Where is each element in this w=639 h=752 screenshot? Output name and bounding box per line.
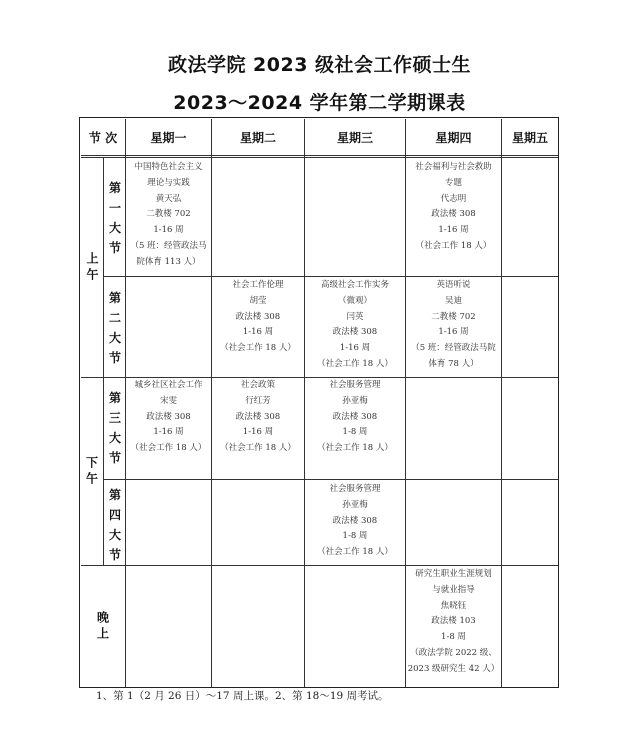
- course-line: 政法楼 308: [146, 411, 191, 422]
- footnote: 1、第 1（2 月 26 日）～17 周上课。2、第 18～19 周考试。: [96, 690, 389, 702]
- slot-first: [104, 178, 126, 258]
- course-line: 宋雯: [159, 395, 177, 406]
- slot-char: 一: [108, 201, 121, 215]
- slot-char: 第: [108, 181, 121, 195]
- section-morning-label: 上午: [85, 251, 99, 284]
- course-tue-slot3: [212, 378, 304, 457]
- course-line: 二教楼 702: [431, 311, 476, 322]
- course-line: 1-8 周: [342, 531, 368, 542]
- slot-char: 节: [108, 351, 121, 365]
- course-line: 专题: [444, 177, 462, 188]
- slot-char: 节: [108, 548, 121, 562]
- course-line: 1-16 周: [153, 225, 184, 236]
- course-line: 2023 级研究生 42 人）: [407, 663, 500, 674]
- course-line: 1-16 周: [242, 427, 274, 438]
- slot-third: [104, 388, 126, 468]
- course-line: 1-8 周: [342, 427, 368, 438]
- column-rule: [501, 119, 502, 687]
- slot-char: 大: [108, 221, 121, 235]
- course-line: 城乡社区社会工作: [134, 380, 203, 390]
- slot-char: 节: [108, 241, 121, 255]
- course-line: （微观）: [337, 295, 372, 306]
- course-line: 体育 78 人）: [428, 358, 479, 369]
- row-rule: [103, 479, 558, 480]
- course-line: 政法楼 308: [332, 327, 378, 338]
- course-line: 政法楼 308: [235, 411, 281, 422]
- course-line: （社会工作 18 人）: [130, 443, 207, 454]
- section-evening-label: 晚上: [95, 610, 110, 643]
- course-line: 理论与实践: [147, 177, 190, 188]
- header-period: 节 次: [88, 130, 118, 145]
- course-line: 行红芳: [245, 395, 271, 406]
- course-line: 英语听说: [436, 280, 471, 290]
- course-tue-slot2: [212, 278, 304, 357]
- course-line: （政法学院 2022 级、: [410, 647, 497, 658]
- slot-char: 节: [108, 451, 121, 465]
- course-mon-slot1: [126, 160, 211, 271]
- section-evening: [81, 566, 125, 687]
- course-line: 社会福利与社会救助: [415, 162, 492, 172]
- course-line: 研究生职业生涯规划: [415, 569, 492, 579]
- section-afternoon-label: 下午: [84, 455, 99, 488]
- course-line: 黄天弘: [155, 193, 182, 204]
- header-wednesday: 星期三: [336, 130, 373, 145]
- header-tuesday: 星期二: [239, 130, 276, 145]
- course-line: 代志明: [440, 193, 467, 204]
- course-line: （社会工作 18 人）: [317, 358, 393, 369]
- header-monday: 星期一: [150, 130, 187, 145]
- course-line: 吴迪: [444, 295, 462, 306]
- page-title: 政法学院 2023 级社会工作硕士生: [167, 54, 472, 76]
- slot-char: 二: [108, 311, 121, 325]
- course-line: （社会工作 18 人）: [317, 547, 393, 558]
- course-line: 中国特色社会主义: [134, 162, 203, 172]
- course-line: 二教楼 702: [146, 209, 191, 220]
- course-line: 1-8 周: [441, 632, 466, 643]
- course-line: 高级社会工作实务: [320, 280, 389, 290]
- course-line: （社会工作 18 人）: [220, 443, 296, 454]
- course-line: 焦晓钰: [440, 600, 467, 611]
- page-subtitle: 2023～2024 学年第二学期课表: [173, 92, 466, 114]
- header-thursday: 星期四: [435, 130, 472, 145]
- course-line: （社会工作 18 人）: [220, 343, 296, 354]
- course-line: 政法楼 308: [431, 209, 476, 220]
- course-line: 社会服务管理: [329, 484, 381, 494]
- course-line: （社会工作 18 人）: [317, 443, 393, 454]
- slot-char: 大: [108, 528, 121, 542]
- course-line: （社会工作 18 人）: [415, 240, 492, 251]
- course-mon-slot3: [126, 378, 211, 457]
- course-line: 政法楼 103: [431, 616, 476, 627]
- header-friday: 星期五: [511, 130, 548, 145]
- course-line: 与就业指导: [432, 584, 475, 595]
- header-rule-double: [81, 157, 558, 158]
- course-line: 孙亚梅: [342, 499, 368, 510]
- slot-fourth: [104, 485, 126, 565]
- course-wed-slot3: [305, 378, 405, 457]
- course-wed-slot4: [305, 482, 405, 561]
- course-thu-slot1: [406, 160, 501, 255]
- row-rule: [81, 565, 558, 566]
- course-line: 闫英: [346, 311, 364, 322]
- course-wed-slot2: [305, 278, 405, 373]
- course-line: 社会工作伦理: [232, 280, 284, 290]
- slot-char: 第: [108, 291, 121, 305]
- course-line: （5 班：经管政法马: [130, 240, 207, 251]
- course-line: 政法楼 308: [332, 411, 378, 422]
- course-line: 1-16 周: [438, 225, 469, 236]
- section-morning: [81, 158, 103, 377]
- section-afternoon: [81, 378, 103, 565]
- course-line: 社会服务管理: [329, 380, 381, 390]
- course-line: 1-16 周: [339, 343, 371, 354]
- slot-char: 四: [108, 508, 121, 522]
- course-line: 孙亚梅: [342, 395, 368, 406]
- slot-char: 大: [108, 331, 121, 345]
- slot-char: 第: [108, 391, 121, 405]
- course-line: （5 班：经管政法马院: [411, 343, 496, 354]
- course-line: 胡莹: [249, 295, 267, 306]
- course-line: 社会政策: [240, 380, 275, 390]
- header-rule: [81, 155, 558, 156]
- course-line: 政法楼 308: [332, 515, 378, 526]
- course-line: 政法楼 308: [235, 311, 281, 322]
- row-rule: [103, 276, 558, 277]
- slot-char: 第: [108, 488, 121, 502]
- course-line: 1-16 周: [438, 327, 469, 338]
- slot-char: 三: [108, 411, 121, 425]
- course-thu-slot2: [406, 278, 501, 373]
- course-line: 1-16 周: [242, 327, 274, 338]
- course-thu-evening: [406, 567, 501, 678]
- slot-second: [104, 288, 126, 368]
- course-line: 1-16 周: [153, 427, 184, 438]
- course-line: 院体育 113 人）: [136, 256, 201, 267]
- slot-char: 大: [108, 431, 121, 445]
